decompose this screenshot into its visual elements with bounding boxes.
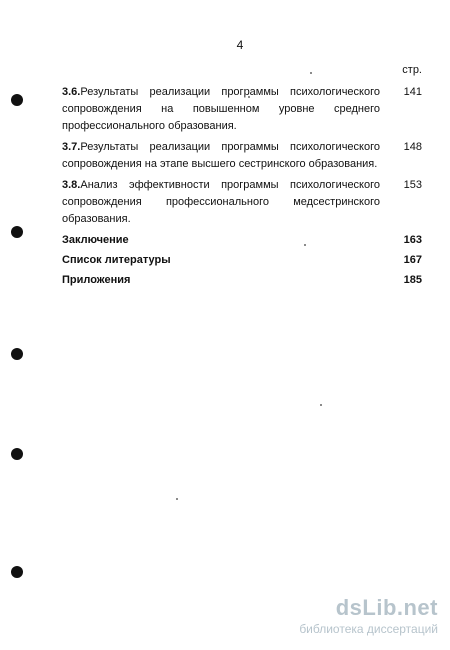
page-number: 4 [236,38,244,52]
toc-entry-title: Анализ эффективности программы психологического сопровождения профессионального медсестринского образования. [62,179,380,225]
binder-hole [11,94,23,106]
toc-section-page: 167 [403,254,422,266]
toc-section-title: Приложения [62,274,131,286]
toc-entry [62,177,424,228]
toc-entry-title: Результаты реализации программы психологического сопровождения на повышенном уровне среднего профессионального образования. [62,86,380,132]
scan-speck [310,72,312,74]
binder-hole [11,566,23,578]
toc-section-conclusion [62,232,424,249]
toc-entry-number: 3.8. [62,179,81,191]
toc-section-page: 185 [403,274,422,286]
toc-section-appendices [62,272,424,289]
page-column-header: стр. [402,64,422,76]
table-of-contents [62,84,424,292]
toc-entry-text [62,84,380,135]
toc-entry [62,84,424,135]
toc-entry-text [62,177,380,228]
toc-entry-page: 153 [403,179,422,191]
toc-entry [62,139,424,173]
scan-speck [320,404,322,406]
toc-section-page: 163 [403,234,422,246]
toc-entry-text [62,139,380,173]
binder-hole [11,448,23,460]
toc-entry-page: 148 [403,141,422,153]
binder-hole [11,348,23,360]
toc-entry-number: 3.6. [62,86,81,98]
toc-section-title: Список литературы [62,254,171,266]
scan-speck [176,498,178,500]
toc-entry-number: 3.7. [62,141,81,153]
dslib-watermark [299,595,438,636]
toc-section-references [62,252,424,269]
watermark-logo: dsLib.net [335,595,438,620]
toc-entry-title: Результаты реализации программы психологического сопровождения на этапе высшего сестринского образования. [62,141,380,170]
toc-section-title: Заключение [62,234,129,246]
binder-hole [11,226,23,238]
watermark-subtitle: библиотека диссертаций [299,622,438,636]
toc-entry-page: 141 [403,86,422,98]
